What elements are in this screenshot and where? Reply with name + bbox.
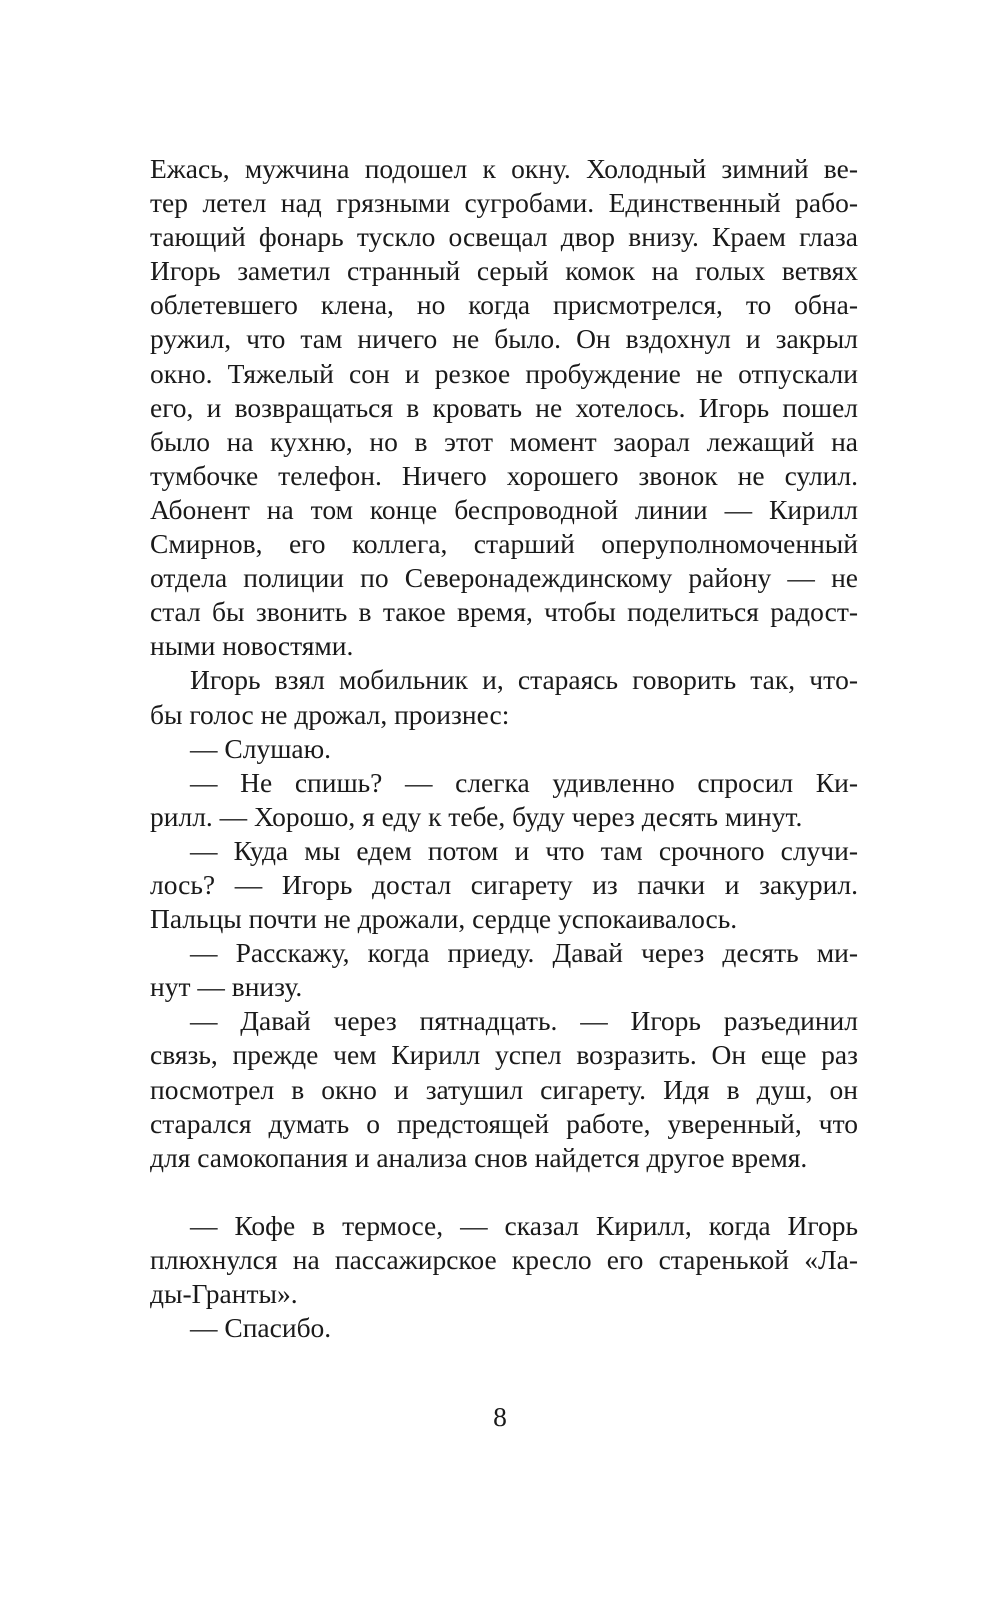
text-line: для самокопания и анализа снов найдется другое время.: [150, 1141, 808, 1173]
text-line: — Кофе в термосе, — сказал Кирилл, когда Игорь: [190, 1209, 858, 1241]
text-line: — Слушаю.: [190, 732, 331, 764]
text-line: Пальцы почти не дрожали, сердце успокаивалось.: [150, 903, 738, 935]
section-break: [150, 1175, 858, 1209]
text-line: отдела полиции по Северонадеждинскому району — не: [150, 562, 858, 594]
page-number: 8: [493, 1401, 507, 1432]
text-line: Абонент на том конце беспроводной линии — Кирилл: [150, 493, 858, 525]
text-line: лось? — Игорь достал сигарету из пачки и закурил.: [150, 868, 858, 900]
text-line: — Расскажу, когда приеду. Давай через десять ми-: [190, 937, 858, 969]
text-line: бы голос не дрожал, произнес:: [150, 698, 510, 730]
text-line: ружил, что там ничего не было. Он вздохнул и закрыл: [150, 323, 858, 355]
text-line: — Спасибо.: [190, 1312, 332, 1344]
book-page-text: [150, 152, 858, 1345]
text-line: Смирнов, его коллега, старший оперуполномоченный: [150, 528, 858, 560]
text-line: рилл. — Хорошо, я еду к тебе, буду через десять минут.: [150, 800, 803, 832]
text-line: стал бы звонить в такое время, чтобы поделиться радост-: [150, 596, 858, 628]
text-line: Ежась, мужчина подошел к окну. Холодный зимний ве-: [150, 153, 858, 184]
text-line: облетевшего клена, но когда присмотрелся, то обна-: [150, 289, 858, 321]
text-line: ными новостями.: [150, 630, 354, 662]
text-line: тумбочке телефон. Ничего хорошего звонок не сулил.: [150, 459, 858, 491]
text-line: — Не спишь? — слегка удивленно спросил Ки-: [190, 766, 858, 798]
text-line: тающий фонарь тускло освещал двор внизу. Краем глаза: [150, 221, 858, 253]
text-line: старался думать о предстоящей работе, уверенный, что: [150, 1107, 858, 1139]
text-line: ды-Гранты».: [150, 1278, 298, 1309]
text-line: его, и возвращаться в кровать не хотелось. Игорь пошел: [150, 391, 858, 423]
text-line: — Давай через пятнадцать. — Игорь разъединил: [190, 1005, 858, 1037]
text-line: — Куда мы едем потом и что там срочного случи-: [190, 834, 858, 866]
text-line: Игорь заметил странный серый комок на голых ветвях: [150, 255, 858, 287]
text-line: Игорь взял мобильник и, стараясь говорить так, чтo-: [190, 664, 858, 696]
text-line: нут — внизу.: [150, 971, 303, 1003]
text-line: связь, прежде чем Кирилл успел возразить. Он еще раз: [150, 1039, 858, 1071]
text-line: окно. Тяжелый сон и резкое пробуждение не отпускали: [150, 357, 858, 389]
text-line: было на кухню, но в этот момент заорал лежащий на: [150, 425, 858, 457]
text-line: посмотрел в окно и затушил сигарету. Идя в душ, он: [150, 1073, 858, 1105]
text-line: плюхнулся на пассажирское кресло его старенькой «Ла-: [150, 1243, 858, 1275]
text-line: тер летел над грязными сугробами. Единственный рабо-: [150, 187, 858, 219]
